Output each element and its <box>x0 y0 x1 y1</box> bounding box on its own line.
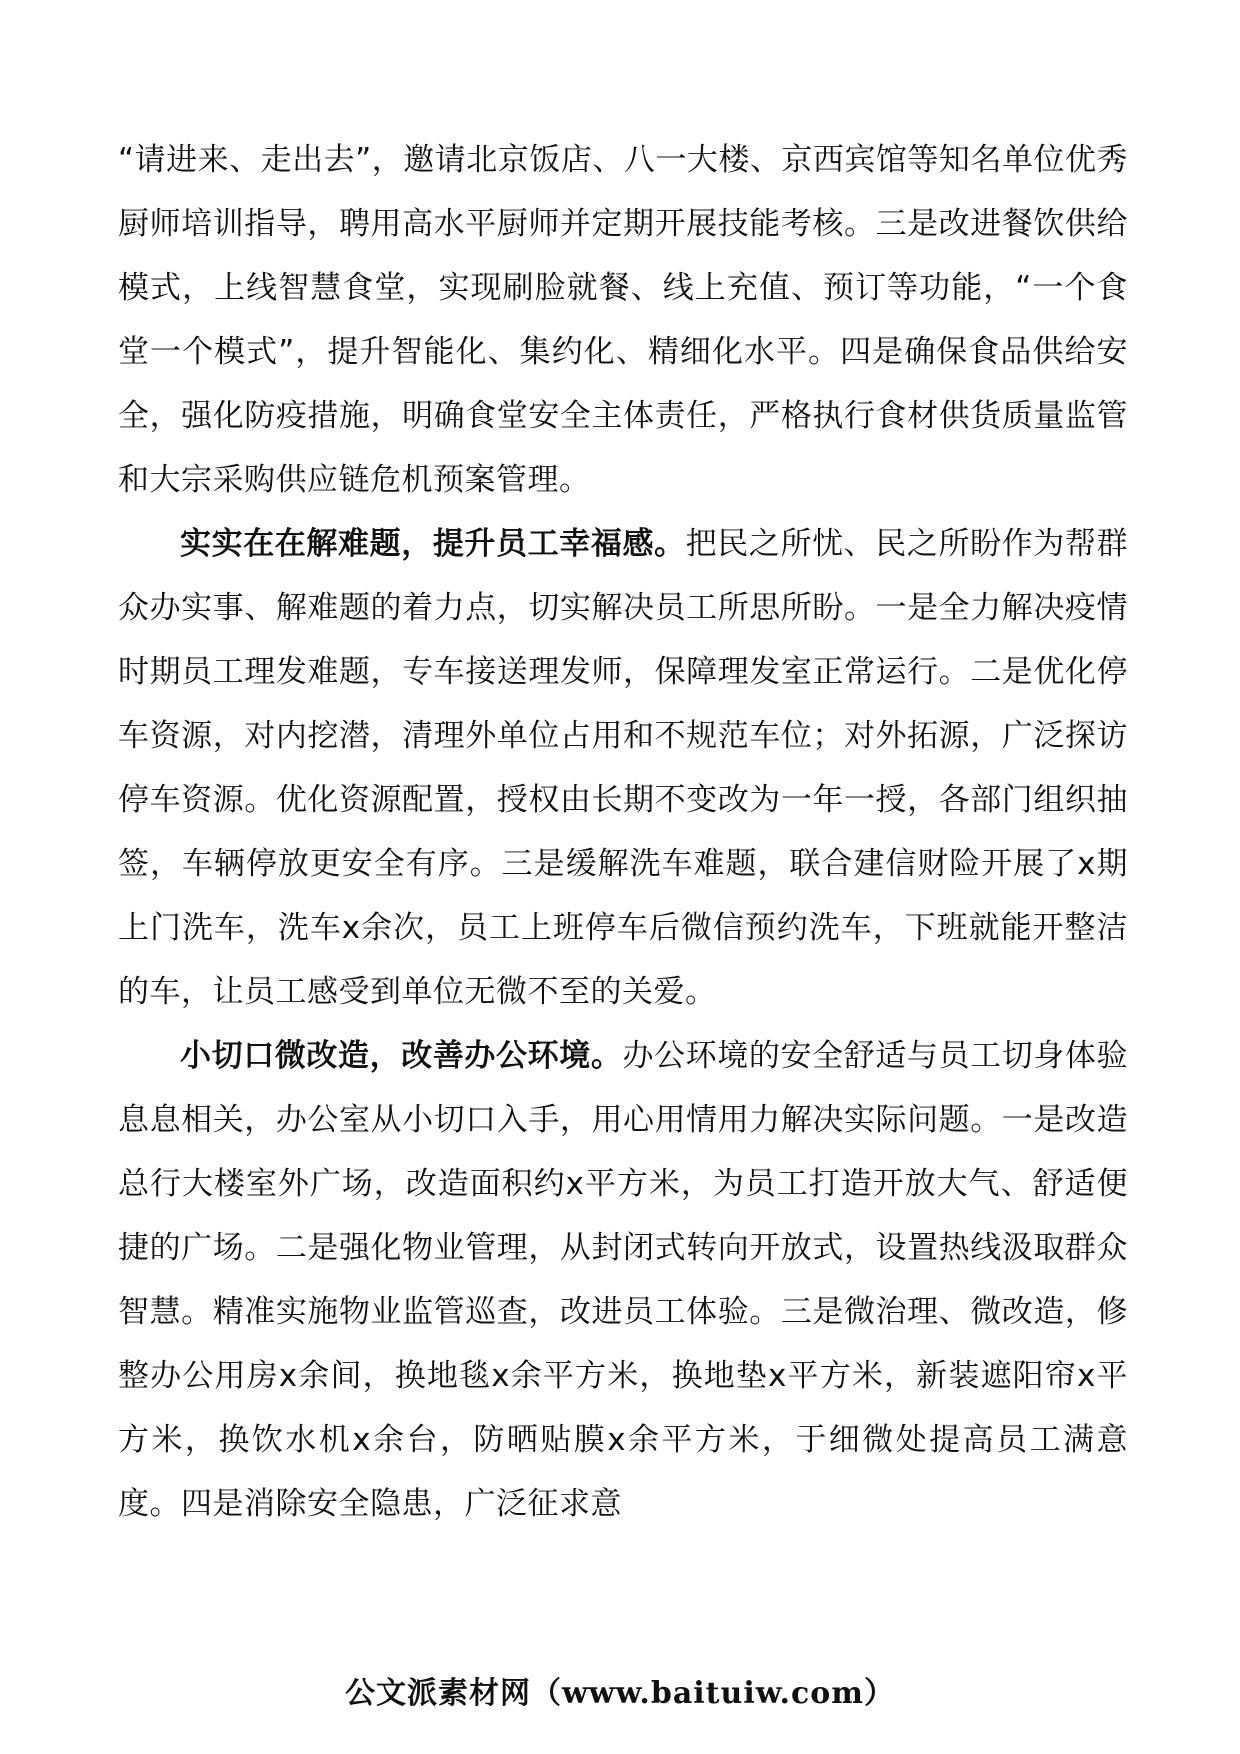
paragraph-text: 办公环境的安全舒适与员工切身体验息息相关，办公室从小切口入手，用心用情用力解决实际问题。一是改造总行大楼室外广场，改造面积约x平方米，为员工打造开放大气、舒适便捷的广场。二是强化物业管理，从封闭式转向开放式，设置热线汲取群众智慧。精准实施物业监管巡查，改进员工体验。三是微治理、微改造，修整办公用房x余间，换地毯x余平方米，换地垫x平方米，新装遮阳帘x平方米，换饮水机x余台，防晒贴膜x余平方米，于细微处提高员工满意度。四是消除安全隐患，广泛征求意 <box>118 1038 1129 1522</box>
paragraph-text: “请进来、走出去”，邀请北京饭店、八一大楼、京西宾馆等知名单位优秀厨师培训指导，聘用高水平厨师并定期开展技能考核。三是改进餐饮供给模式，上线智慧食堂，实现刷脸就餐、线上充值、预订等功能，“一个食堂一个模式”，提升智能化、集约化、精细化水平。四是确保食品供给安全，强化防疫措施，明确食堂安全主体责任，严格执行食材供货质量监管和大宗采购供应链危机预案管理。 <box>118 142 1128 498</box>
paragraph-heading: 小切口微改造，改善办公环境。 <box>180 1038 623 1074</box>
paragraph-continued <box>118 128 1128 512</box>
paragraph-heading: 实实在在解难题，提升员工幸福感。 <box>180 526 686 562</box>
document-body <box>118 128 1128 1536</box>
paragraph-problem-solving <box>118 512 1128 1024</box>
paragraph-text: 把民之所忧、民之所盼作为帮群众办实事、解难题的着力点，切实解决员工所思所盼。一是全力解决疫情时期员工理发难题，专车接送理发师，保障理发室正常运行。二是优化停车资源，对内挖潜，清理外单位占用和不规范车位；对外拓源，广泛探访停车资源。优化资源配置，授权由长期不变改为一年一授，各部门组织抽签，车辆停放更安全有序。三是缓解洗车难题，联合建信财险开展了x期上门洗车，洗车x余次，员工上班停车后微信预约洗车，下班就能开整洁的车，让员工感受到单位无微不至的关爱。 <box>118 526 1128 1010</box>
page-footer-source: 公文派素材网（www.baituiw.com） <box>344 1676 896 1711</box>
paragraph-office-environment <box>118 1024 1128 1536</box>
